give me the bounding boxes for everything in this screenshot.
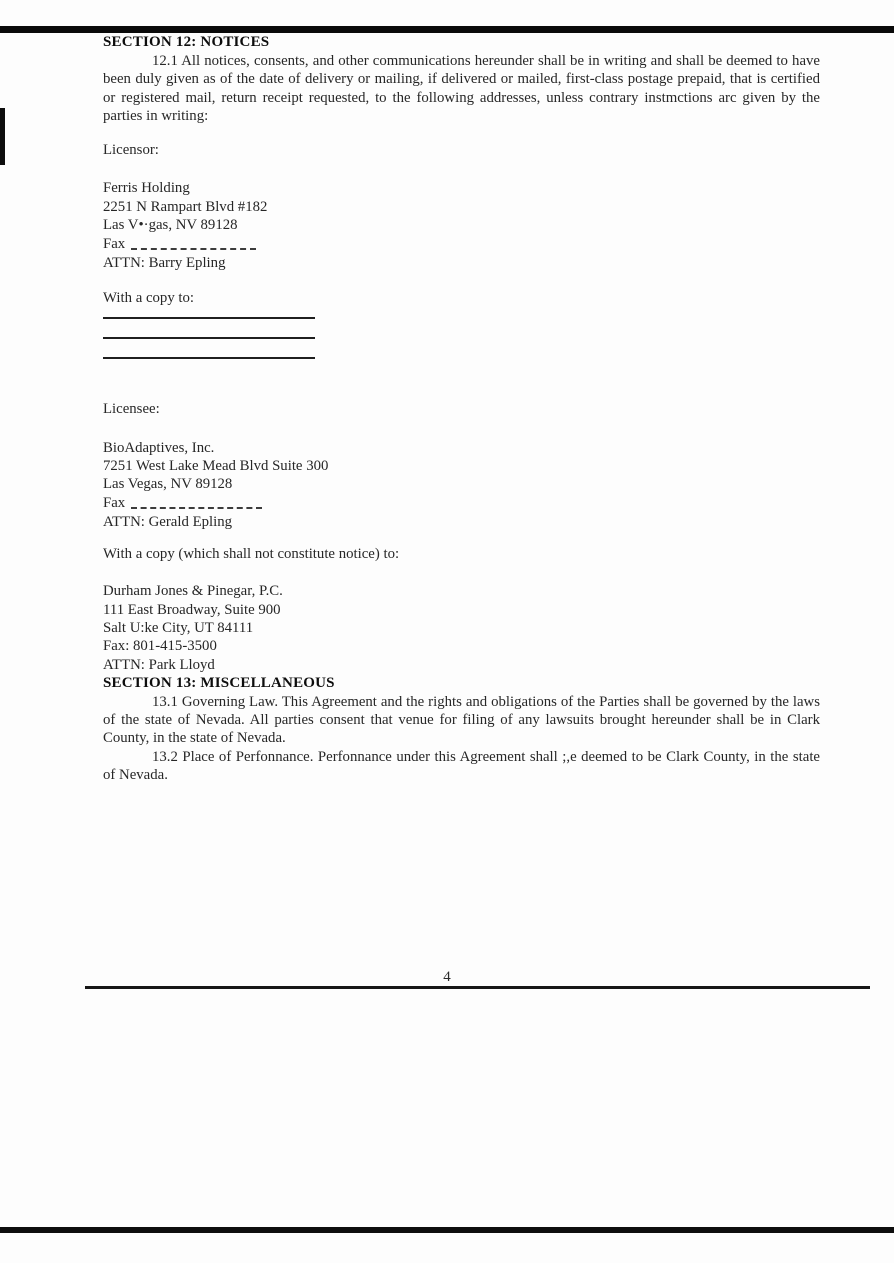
counsel-address-line: Durham Jones & Pinegar, P.C.	[103, 583, 283, 600]
section-13-heading: SECTION 13: MISCELLANEOUS	[103, 674, 335, 691]
section-12-heading: SECTION 12: NOTICES	[103, 34, 270, 50]
licensor-address-line: Las V•·gas, NV 89128	[103, 217, 238, 234]
licensor-label: Licensor:	[103, 142, 159, 159]
licensee-address-line: BioAdaptives, Inc.	[103, 439, 215, 456]
fax-blank-line	[131, 236, 256, 250]
page-number: 4	[443, 969, 451, 985]
licensee-fax-row	[103, 493, 820, 512]
fax-label: Fax	[103, 236, 126, 253]
licensor-attn-line: ATTN: Barry Epling	[103, 254, 226, 271]
copy-to-label: With a copy to:	[103, 289, 195, 306]
footer-rule	[85, 986, 870, 989]
licensee-attn-line: ATTN: Gerald Epling	[103, 513, 233, 530]
counsel-address-block	[103, 582, 820, 673]
licensor-address-block	[103, 179, 820, 271]
document-body	[0, 33, 894, 784]
licensee-address-block	[103, 439, 820, 531]
licensor-address-line: 2251 N Rampart Blvd #182	[103, 198, 268, 215]
counsel-address-line: 111 East Broadway, Suite 900	[103, 601, 281, 618]
blank-line	[103, 337, 315, 339]
bottom-scan-bar	[0, 1227, 894, 1233]
paragraph-13-1: 13.1 Governing Law. This Agreement and the rights and obligations of the Parties shall be governed by the laws of the state of Nevada. All parties consent that venue for filing of any lawsuits brought hereunder shall be in Clark County, in the state of Nevada.	[103, 693, 820, 747]
blank-line	[103, 357, 315, 359]
paragraph-13-2: 13.2 Place of Perfonnance. Perfonnance under this Agreement shall ;,e deemed to be Clark County, in the state of Nevada.	[103, 748, 820, 784]
fax-blank-line	[131, 495, 262, 509]
paragraph-12-1: 12.1 All notices, consents, and other communications hereunder shall be in writing and shall be deemed to have been duly given as of the date of delivery or mailing, if delivered or mailed, first-class postage prepaid, that is certified or registered mail, return receipt requested, to the following addresses, unless contrary instmctions arc given by the parties in writing:	[103, 53, 820, 124]
licensor-address-line: Ferris Holding	[103, 180, 190, 197]
licensee-label: Licensee:	[103, 401, 160, 418]
licensee-address-line: Las Vegas, NV 89128	[103, 476, 233, 493]
blank-line	[103, 317, 315, 319]
counsel-attn-line: ATTN: Park Lloyd	[103, 656, 215, 673]
licensee-address-line: 7251 West Lake Mead Blvd Suite 300	[103, 457, 329, 474]
blank-fill-in-lines	[103, 317, 820, 359]
fax-label: Fax	[103, 495, 126, 512]
copy-notice-label: With a copy (which shall not constitute notice) to:	[103, 546, 400, 563]
licensor-fax-row	[103, 234, 820, 253]
top-scan-bar	[0, 26, 894, 33]
counsel-address-line: Salt U:ke City, UT 84111	[103, 619, 254, 636]
counsel-fax-line: Fax: 801-415-3500	[103, 638, 217, 655]
